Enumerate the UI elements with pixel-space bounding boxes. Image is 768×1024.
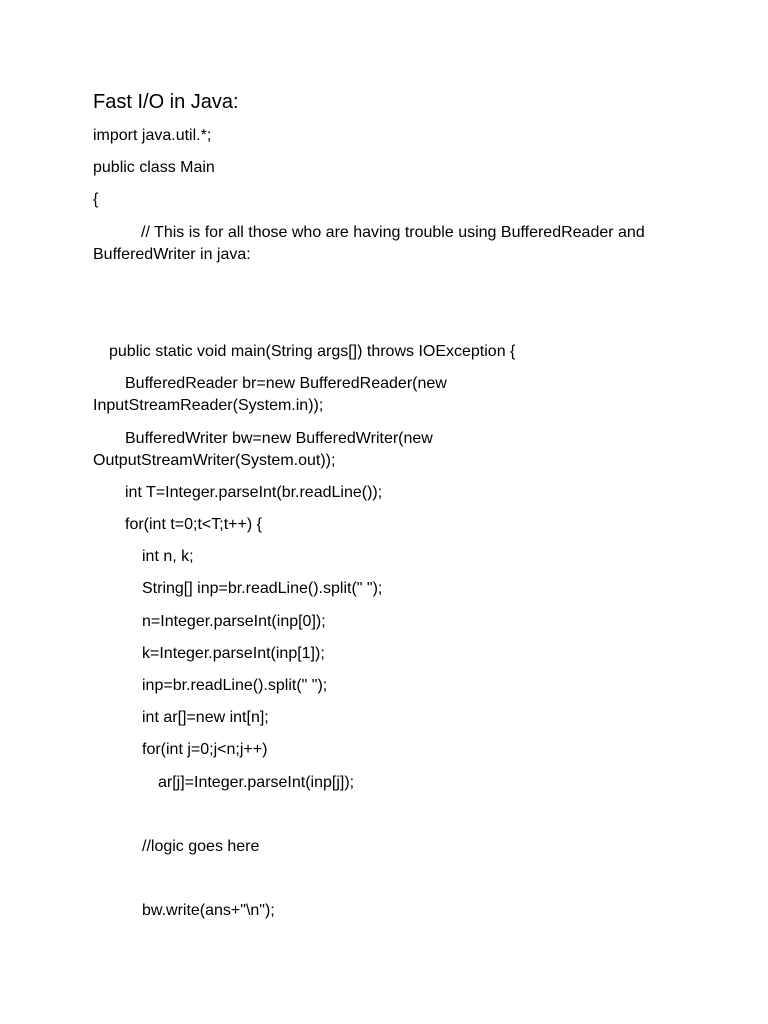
code-line-fill-array: ar[j]=Integer.parseInt(inp[j]); xyxy=(158,774,355,791)
code-line-main-declaration: public static void main(String args[]) throws IOException { xyxy=(109,343,516,360)
code-line-parse-k: k=Integer.parseInt(inp[1]); xyxy=(142,645,325,662)
code-line-class-declaration: public class Main xyxy=(93,159,215,176)
code-line-logic-comment: //logic goes here xyxy=(142,838,260,855)
code-line-write-answer: bw.write(ans+"\n"); xyxy=(142,902,275,919)
code-line-declare-n-k: int n, k; xyxy=(142,548,194,565)
code-line-open-brace: { xyxy=(93,191,99,208)
code-line-split-again: inp=br.readLine().split(" "); xyxy=(142,677,328,694)
code-line-import: import java.util.*; xyxy=(93,127,212,144)
code-line-read-t: int T=Integer.parseInt(br.readLine()); xyxy=(125,484,383,501)
code-comment-line-2: BufferedWriter in java: xyxy=(93,246,251,263)
code-bufferedwriter-block xyxy=(93,428,693,472)
code-line-bufferedwriter-2: OutputStreamWriter(System.out)); xyxy=(93,452,336,469)
code-line-bufferedreader-1: BufferedReader br=new BufferedReader(new xyxy=(125,375,447,392)
code-comment-block xyxy=(93,222,693,266)
code-line-bufferedwriter-1: BufferedWriter bw=new BufferedWriter(new xyxy=(125,430,433,447)
code-line-outer-loop: for(int t=0;t<T;t++) { xyxy=(125,516,262,533)
code-line-bufferedreader-2: InputStreamReader(System.in)); xyxy=(93,397,324,414)
code-bufferedreader-block xyxy=(93,373,693,417)
document-title: Fast I/O in Java: xyxy=(93,91,239,113)
code-line-split-input: String[] inp=br.readLine().split(" "); xyxy=(142,580,383,597)
code-line-inner-loop: for(int j=0;j<n;j++) xyxy=(142,741,268,758)
code-comment-line-1: // This is for all those who are having trouble using BufferedReader and xyxy=(141,224,645,241)
code-line-parse-n: n=Integer.parseInt(inp[0]); xyxy=(142,613,326,630)
code-line-declare-array: int ar[]=new int[n]; xyxy=(142,709,269,726)
